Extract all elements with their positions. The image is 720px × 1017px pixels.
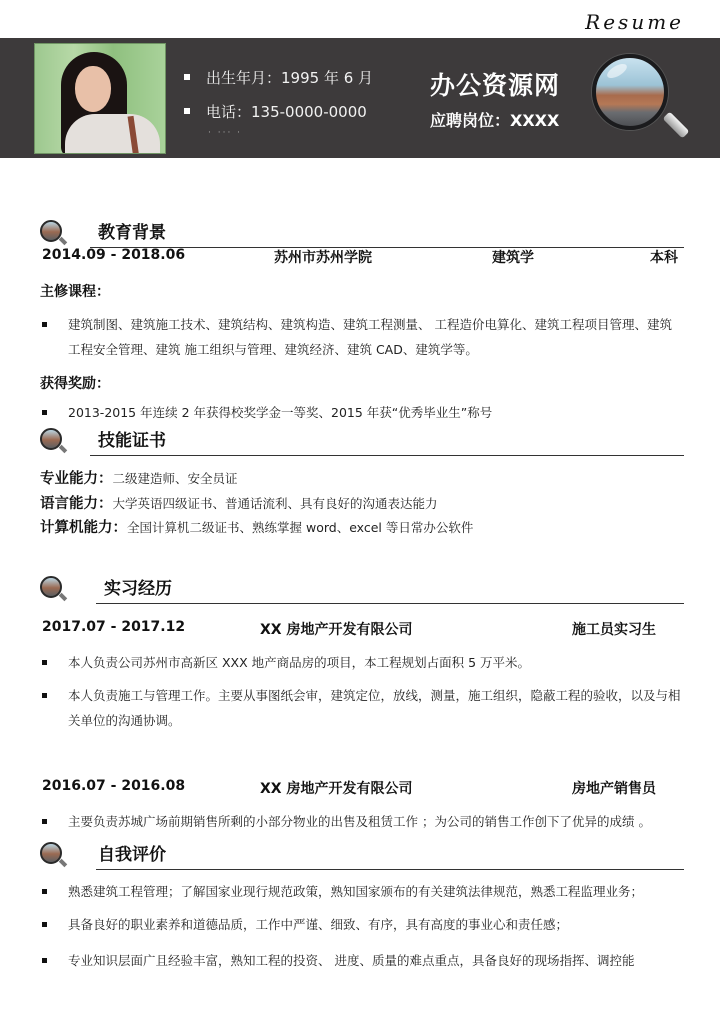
job-role: 施工员实习生 [572, 622, 656, 638]
phone-row [184, 94, 373, 128]
job-role: 房地产销售员 [572, 781, 656, 797]
self-eval-bullet: 具备良好的职业素养和道德品质，工作中严谨、细致、有序，具有高度的事业心和责任感； [40, 912, 684, 937]
divider [96, 603, 684, 604]
job-bullet: 本人负责公司苏州市高新区 XXX 地产商品房的项目，本工程规划占面积 5 万平米。 [40, 650, 684, 675]
self-eval-bullet: 熟悉建筑工程管理；了解国家业现行规范政策，熟知国家颁布的有关建筑法律规范，熟悉工程监理业务； [40, 879, 684, 904]
bullet-icon [184, 108, 190, 114]
bullet-icon [184, 74, 190, 80]
profile-photo [34, 43, 166, 154]
contact-extra: · ··· · [208, 128, 243, 138]
awards-label: 获得奖励： [40, 376, 110, 392]
divider [96, 869, 684, 870]
brand-name: 办公资源网 [430, 71, 561, 100]
company-name: XX 房地产开发有限公司 [260, 622, 413, 638]
self-eval-bullet: 专业知识层面广且经验丰富，熟知工程的投资、 进度、质量的难点重点，具备良好的现场指挥、调控能 [40, 948, 684, 973]
birth-row [184, 60, 373, 94]
skill-row: 语言能力：大学英语四级证书、普通话流利、具有良好的沟通表达能力 [40, 496, 438, 512]
magnifier-icon [40, 220, 66, 246]
courses-text: 建筑制图、建筑施工技术、建筑结构、建筑构造、建筑工程测量、 工程造价电算化、建筑工程项目管理、建筑工程安全管理、建筑 施工组织与管理、建筑经济、建筑 CAD、建筑学等。 [40, 312, 684, 362]
birth-text: 出生年月：1995 年 6 月 [206, 68, 374, 87]
contact-info [184, 60, 373, 138]
skill-row: 计算机能力：全国计算机二级证书、熟练掌握 word、excel 等日常办公软件 [40, 520, 474, 536]
job-bullet: 主要负责苏城广场前期销售所剩的小部分物业的出售及租赁工作 ；为公司的销售工作创下了优异的成绩 。 [40, 809, 684, 834]
section-title: 教育背景 [98, 223, 166, 243]
position-applied: 应聘岗位：XXXX [430, 111, 560, 130]
section-title: 实习经历 [104, 579, 172, 599]
job-bullet: 本人负责施工与管理工作。主要从事图纸会审，建筑定位，放线，测量，施工组织，隐蔽工程的验收，以及与相关单位的沟通协调。 [40, 683, 684, 733]
major: 建筑学 [492, 250, 534, 266]
header-band [0, 38, 720, 158]
section-skills [40, 424, 684, 456]
courses-label: 主修课程： [40, 284, 110, 300]
degree: 本科 [650, 250, 678, 266]
company-name: XX 房地产开发有限公司 [260, 781, 413, 797]
resume-heading: Resume [585, 10, 684, 34]
phone-text: 电话：135-0000-0000 [206, 102, 367, 121]
section-education [40, 216, 684, 248]
brand-block [430, 66, 560, 131]
magnifier-icon [40, 842, 66, 868]
awards-text: 2013-2015 年连续 2 年获得校奖学金一等奖、2015 年获“优秀毕业生”称号 [40, 400, 684, 425]
job-period: 2016.07 - 2016.08 [42, 778, 186, 794]
divider [90, 455, 684, 456]
magnifier-icon [40, 428, 66, 454]
section-internship [40, 572, 684, 604]
education-period: 2014.09 - 2018.06 [42, 247, 186, 263]
job-period: 2017.07 - 2017.12 [42, 619, 186, 635]
section-title: 自我评价 [98, 845, 166, 865]
section-self-eval [40, 838, 684, 870]
school-name: 苏州市苏州学院 [274, 250, 372, 266]
skill-row: 专业能力：二级建造师、安全员证 [40, 471, 238, 487]
section-title: 技能证书 [98, 431, 166, 451]
magnifier-icon [592, 54, 688, 150]
magnifier-icon [40, 576, 66, 602]
